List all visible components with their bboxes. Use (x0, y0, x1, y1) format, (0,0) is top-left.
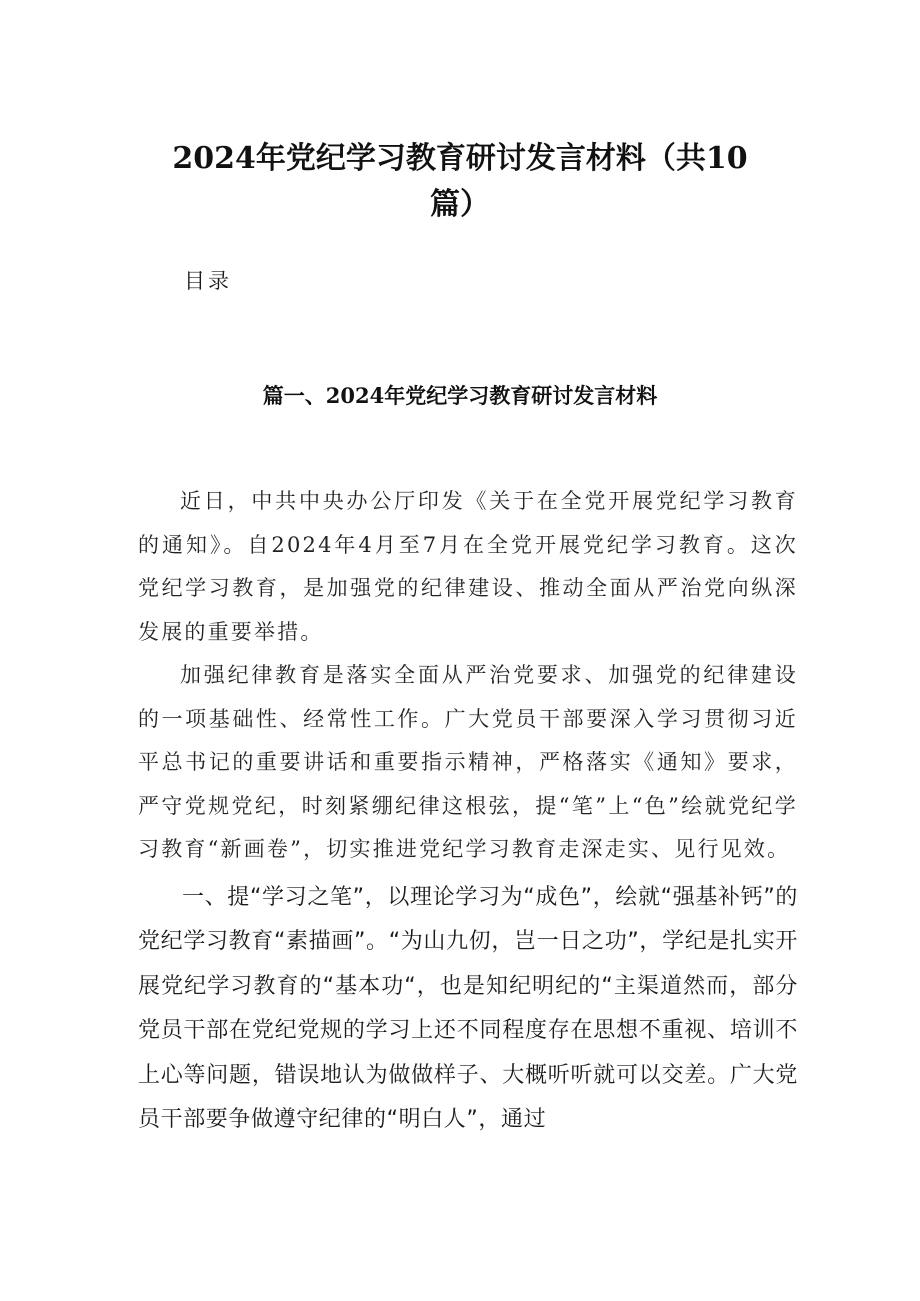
toc-label: 目录 (184, 269, 232, 293)
body-text (138, 480, 798, 1143)
document-title-line-1: 2024年党纪学习教育研讨发言材料（共10 (172, 141, 748, 176)
section-heading: 篇一、2024年党纪学习教育研讨发言材料 (262, 383, 658, 408)
paragraph-2: 加强纪律教育是落实全面从严治党要求、加强党的纪律建设的一项基础性、经常性工作。广大党员干部要深入学习贯彻习近平总书记的重要讲话和重要指示精神，严格落实《通知》要求，严守党规党纪，时刻紧绷纪律这根弦，提“笔”上“色”绘就党纪学习教育“新画卷”，切实推进党纪学习教育走深走实、见行见效。 (138, 663, 798, 861)
paragraph-3: 一、提“学习之笔”，以理论学习为“成色”，绘就“强基补钙”的党纪学习教育“素描画”。“为山九仞，岂一日之功”，学纪是扎实开展党纪学习教育的“基本功“，也是知纪明纪的“主渠道然而，部分党员干部在党纪党规的学习上还不同程度存在思想不重视、培训不上心等问题，错误地认为做做样子、大概听听就可以交差。广大党员干部要争做遵守纪律的“明白人”，通过 (138, 884, 798, 1132)
document-title-line-2: 篇） (430, 187, 490, 222)
document-title (0, 136, 920, 228)
paragraph-1: 近日，中共中央办公厅印发《关于在全党开展党纪学习教育的通知》。自2024年4月至7月在全党开展党纪学习教育。这次党纪学习教育，是加强党的纪律建设、推动全面从严治党向纵深发展的重要举措。 (138, 489, 798, 644)
